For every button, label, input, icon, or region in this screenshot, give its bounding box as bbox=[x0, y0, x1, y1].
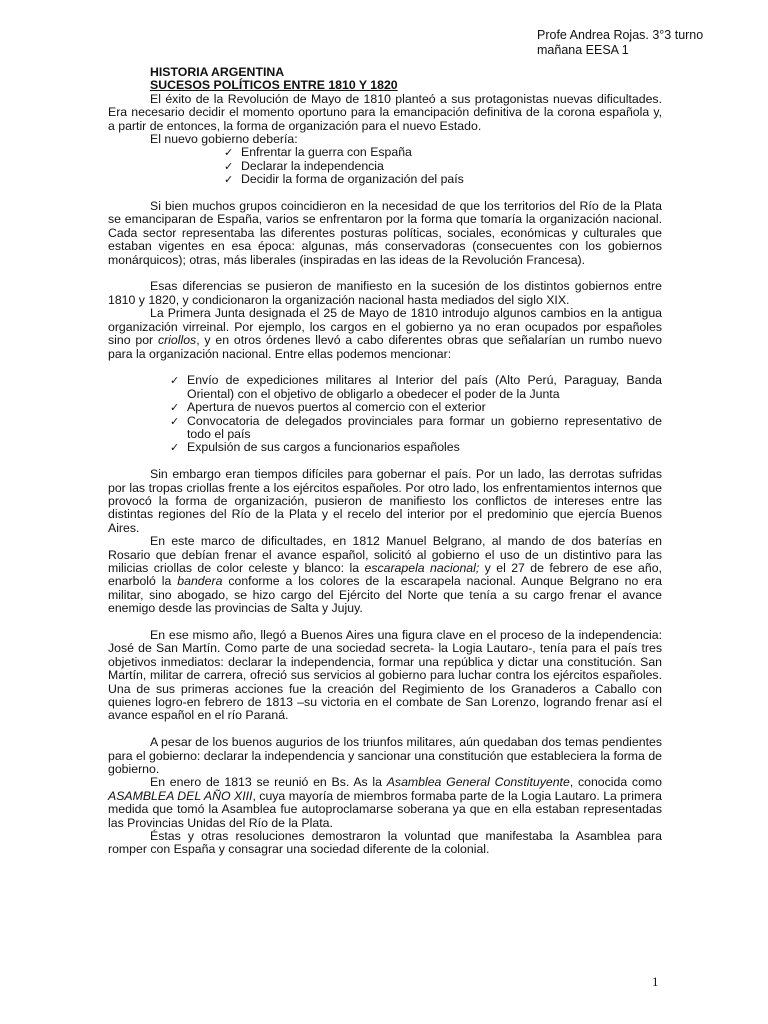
paragraph-belgrano: En este marco de dificultades, en 1812 Manuel Belgrano, al mando de dos baterías en Rosario que debían frenar el avance español, solicitó al gobierno el uso de un distintivo para las milicias criollas de color celeste y blanco: la escarapela nacional; y el 27 de febrero de ese año, enarboló la bandera conforme a los colores de la escarapela nacional. Aunque Belgrano no era militar, sino abogado, se hizo cargo del Ejército del Norte que tenía a su cargo frenar el avance enemigo desde las provincias de Salta y Jujuy. bbox=[108, 534, 662, 616]
list-item: ✓ Apertura de nuevos puertos al comercio con el exterior bbox=[168, 401, 662, 414]
list-item: ✓ Convocatoria de delegados provinciales para formar un gobierno representativo de todo el país bbox=[168, 415, 662, 442]
paragraph-san-martin: En ese mismo año, llegó a Buenos Aires una figura clave en el proceso de la independencia: José de San Martín. Como parte de una sociedad secreta- la Logia Lautaro-, tenía para el país tres objetivos inmediatos: declarar la independencia, formar una república y dictar una constitución. San Martín, militar de carrera, ofreció sus servicios al gobierno para luchar contra los ejércitos españoles. Una de sus primeras acciones fue la creación del Regimiento de los Granaderos a Caballo con quienes logro-en febrero de 1813 –su victoria en el combate de San Lorenzo, logrando frenar así el avance español en el río Paraná. bbox=[108, 627, 662, 723]
page-number: 1 bbox=[652, 974, 659, 989]
paragraph-political-positions: Si bien muchos grupos coincidieron en la necesidad de que los territorios del Río de la Plata se emanciparan de España, varios se enfrentaron por la forma que tomaría la organización nacional. Cada sector representaba las diferentes posturas políticas, sociales, económicas y culturales que estaban vigentes en esa época: algunas, más conservadoras (consecuentes con los gobiernos monárquicos); otras, más liberales (inspiradas en las ideas de la Revolución Francesa). bbox=[108, 199, 662, 267]
header-author-line: Profe Andrea Rojas. 3°3 turno bbox=[537, 28, 704, 42]
paragraph-difficult-times: Sin embargo eran tiempos difíciles para gobernar el país. Por un lado, las derrotas sufridas por las tropas criollas frente a los ejércitos españoles. Por otro lado, los enfrentamientos internos que provocó la forma de organización, pusieron de manifiesto los conflictos de intereses entre las distintas regiones del Río de la Plata y el recelo del interior por el predominio que ejercía Buenos Aires. bbox=[108, 467, 662, 535]
objectives-list bbox=[222, 146, 662, 186]
paragraph-pending-issues: A pesar de los buenos augurios de los triunfos militares, aún quedaban dos temas pendientes para el gobierno: declarar la independencia y sancionar una constitución que estableciera la forma de gobierno. bbox=[108, 735, 662, 777]
paragraph-primera-junta: La Primera Junta designada el 25 de Mayo de 1810 introdujo algunos cambios en la antigua organización virreinal. Por ejemplo, los cargos en el gobierno ya no eran ocupados por españoles sino por criollos, y en otros órdenes llevó a cabo diferentes obras que señalarían un rumbo nuevo para la organización nacional. Entre ellas podemos mencionar: bbox=[108, 306, 662, 361]
junta-measures-list bbox=[168, 374, 662, 454]
paragraph-asamblea: En enero de 1813 se reunió en Bs. As la Asamblea General Constituyente, conocida como ASAMBLEA DEL AÑO XIII, cuya mayoría de miembros formaba parte de la Logia Lautaro. La primera medida que tomó la Asamblea fue autoproclamarse soberana ya que en ella estaban representadas las Provincias Unidas del Río de la Plata. bbox=[108, 775, 662, 830]
page-header bbox=[537, 28, 737, 58]
list-item: ✓ Expulsión de sus cargos a funcionarios españoles bbox=[168, 441, 662, 454]
paragraph-resolutions: Éstas y otras resoluciones demostraron la voluntad que manifestaba la Asamblea para romper con España y consagrar una sociedad diferente de la colonial. bbox=[108, 829, 662, 857]
document-subtitle: SUCESOS POLÍTICOS ENTRE 1810 Y 1820 bbox=[150, 78, 398, 93]
list-item: ✓ Declarar la independencia bbox=[222, 160, 662, 173]
list-item: ✓ Envío de expediciones militares al Interior del país (Alto Perú, Paraguay, Banda Oriental) con el objetivo de obligarlo a obedecer el poder de la Junta bbox=[168, 374, 662, 401]
paragraph-intro: El éxito de la Revolución de Mayo de 1810 planteó a sus protagonistas nuevas dificultades. Era necesario decidir el momento oportuno para la emancipación definitiva de la corona española y, a partir de entonces, la forma de organización para el nuevo Estado. bbox=[108, 91, 662, 133]
document-body bbox=[108, 66, 662, 857]
paragraph-differences: Esas diferencias se pusieron de manifiesto en la sucesión de los distintos gobiernos entre 1810 y 1820, y condicionaron la organización nacional hasta mediados del siglo XIX. bbox=[108, 279, 662, 307]
document-title: HISTORIA ARGENTINA bbox=[150, 65, 285, 79]
paragraph-new-government: El nuevo gobierno debería: bbox=[150, 132, 298, 147]
list-item: ✓ Enfrentar la guerra con España bbox=[222, 146, 662, 159]
header-shift-line: mañana EESA 1 bbox=[537, 43, 629, 57]
list-item: ✓ Decidir la forma de organización del país bbox=[222, 173, 662, 186]
